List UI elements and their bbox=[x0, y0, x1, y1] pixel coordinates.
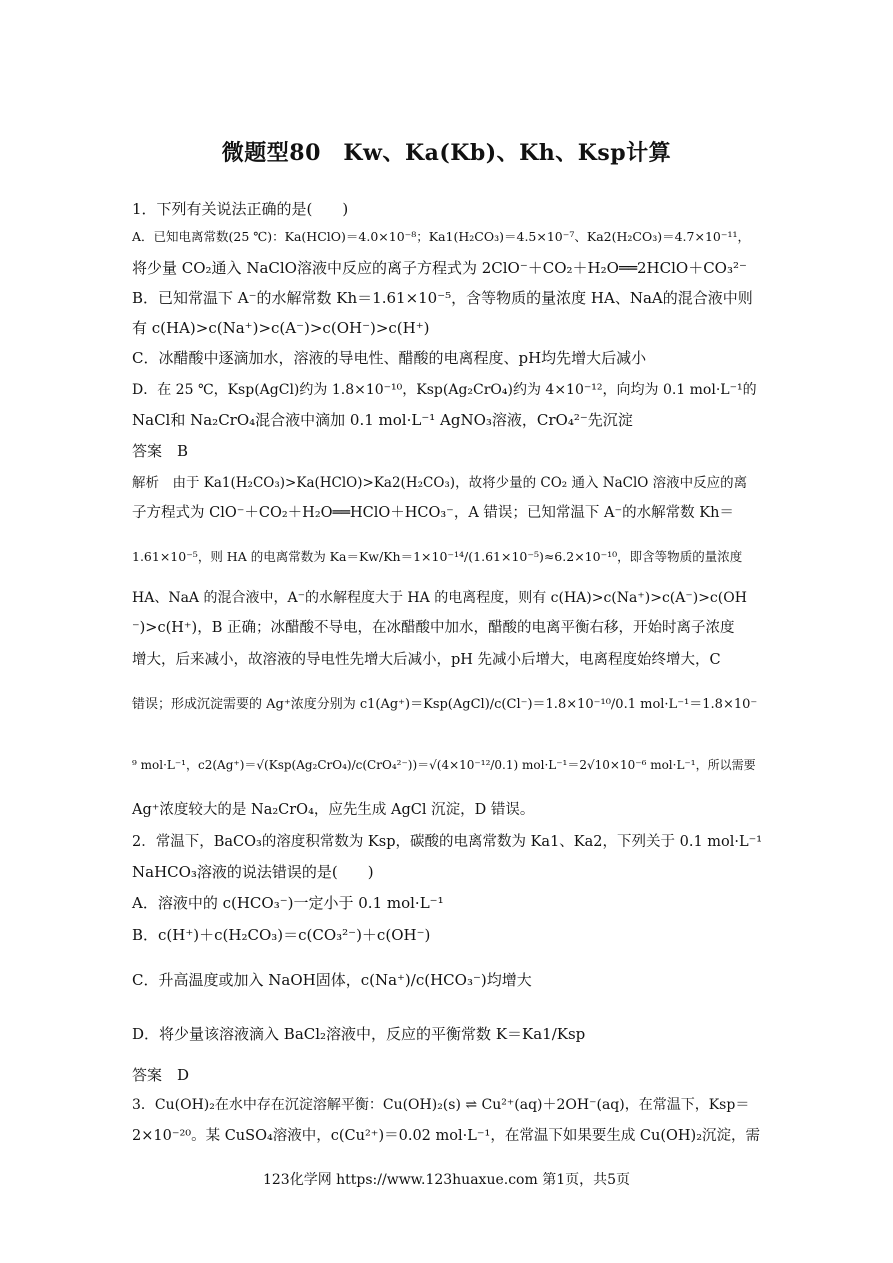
text-line: ⁹ mol·L⁻¹，c2(Ag⁺)＝√(Ksp(Ag₂CrO₄)/c(CrO₄²⁻))＝√(4×10⁻¹²/0.1) mol·L⁻¹＝2√10×10⁻⁶ mol·L⁻¹，所以需要 bbox=[132, 758, 756, 772]
text-line: HA、NaA 的混合液中，A⁻的水解程度大于 HA 的电离程度，则有 c(HA)>c(Na⁺)>c(A⁻)>c(OH bbox=[132, 590, 747, 606]
text-line: ⁻)>c(H⁺)，B 正确；冰醋酸不导电，在冰醋酸中加水，醋酸的电离平衡右移，开始时离子浓度 bbox=[132, 620, 735, 636]
text-line: 有 c(HA)>c(Na⁺)>c(A⁻)>c(OH⁻)>c(H⁺) bbox=[132, 319, 430, 337]
text-line: 2×10⁻²⁰。某 CuSO₄溶液中，c(Cu²⁺)＝0.02 mol·L⁻¹，在常温下如果要生成 Cu(OH)₂沉淀，需 bbox=[132, 1128, 761, 1144]
text-line: D．在 25 ℃，Ksp(AgCl)约为 1.8×10⁻¹⁰，Ksp(Ag₂CrO₄)约为 4×10⁻¹²，向均为 0.1 mol·L⁻¹的 bbox=[132, 382, 757, 398]
text-line: 错误；形成沉淀需要的 Ag⁺浓度分别为 c1(Ag⁺)＝Ksp(AgCl)/c(Cl⁻)＝1.8×10⁻¹⁰/0.1 mol·L⁻¹＝1.8×10⁻ bbox=[132, 697, 758, 712]
text-line: A．溶液中的 c(HCO₃⁻)一定小于 0.1 mol·L⁻¹ bbox=[132, 894, 444, 912]
text-line: 1.61×10⁻⁵，则 HA 的电离常数为 Ka＝Kw/Kh＝1×10⁻¹⁴/(1.61×10⁻⁵)≈6.2×10⁻¹⁰，即含等物质的量浓度 bbox=[132, 549, 743, 564]
page-title: 微题型80 Kw、Ka(Kb)、Kh、Ksp计算 bbox=[221, 140, 672, 166]
text-line: 增大，后来减小，故溶液的导电性先增大后减小，pH 先减小后增大，电离程度始终增大，C bbox=[132, 652, 721, 668]
page-footer: 123化学网 https://www.123huaxue.com 第1页，共5页 bbox=[262, 1172, 631, 1188]
text-line: Ag⁺浓度较大的是 Na₂CrO₄，应先生成 AgCl 沉淀，D 错误。 bbox=[132, 802, 535, 818]
text-line: B．已知常温下 A⁻的水解常数 Kh＝1.61×10⁻⁵，含等物质的量浓度 HA、NaA的混合液中则 bbox=[132, 289, 753, 307]
text-line: 2．常温下，BaCO₃的溶度积常数为 Ksp，碳酸的电离常数为 Ka1、Ka2，下列关于 0.1 mol·L⁻¹ bbox=[132, 834, 763, 850]
text-line: 答案 B bbox=[132, 442, 189, 460]
text-line: B．c(H⁺)＋c(H₂CO₃)＝c(CO₃²⁻)＋c(OH⁻) bbox=[132, 926, 431, 944]
text-line: C．升高温度或加入 NaOH固体，c(Na⁺)/c(HCO₃⁻)均增大 bbox=[132, 971, 532, 989]
text-line: 答案 D bbox=[132, 1066, 190, 1084]
text-line: 解析 由于 Ka1(H₂CO₃)>Ka(HClO)>Ka2(H₂CO₃)，故将少量的 CO₂ 通入 NaClO 溶液中反应的离 bbox=[132, 475, 748, 491]
text-line: D．将少量该溶液滴入 BaCl₂溶液中，反应的平衡常数 K＝Ka1/Ksp bbox=[132, 1025, 586, 1043]
text-line: A．已知电离常数(25 ℃)：Ka(HClO)＝4.0×10⁻⁸；Ka1(H₂CO₃)＝4.5×10⁻⁷、Ka2(H₂CO₃)＝4.7×10⁻¹¹， bbox=[132, 229, 750, 244]
text-line: 1．下列有关说法正确的是( ) bbox=[132, 200, 349, 218]
text-line: 3．Cu(OH)₂在水中存在沉淀溶解平衡：Cu(OH)₂(s) ⇌ Cu²⁺(aq)＋2OH⁻(aq)，在常温下，Ksp＝ bbox=[132, 1097, 750, 1113]
text-line: 子方程式为 ClO⁻＋CO₂＋H₂O══HClO＋HCO₃⁻，A 错误；已知常温下 A⁻的水解常数 Kh＝ bbox=[132, 505, 734, 521]
text-line: 将少量 CO₂通入 NaClO溶液中反应的离子方程式为 2ClO⁻＋CO₂＋H₂O══2HClO＋CO₃²⁻ bbox=[132, 259, 747, 277]
text-line: C．冰醋酸中逐滴加水，溶液的导电性、醋酸的电离程度、pH均先增大后减小 bbox=[132, 349, 647, 367]
text-line: NaCl和 Na₂CrO₄混合液中滴加 0.1 mol·L⁻¹ AgNO₃溶液，CrO₄²⁻先沉淀 bbox=[132, 411, 633, 429]
text-line: NaHCO₃溶液的说法错误的是( ) bbox=[132, 863, 374, 881]
